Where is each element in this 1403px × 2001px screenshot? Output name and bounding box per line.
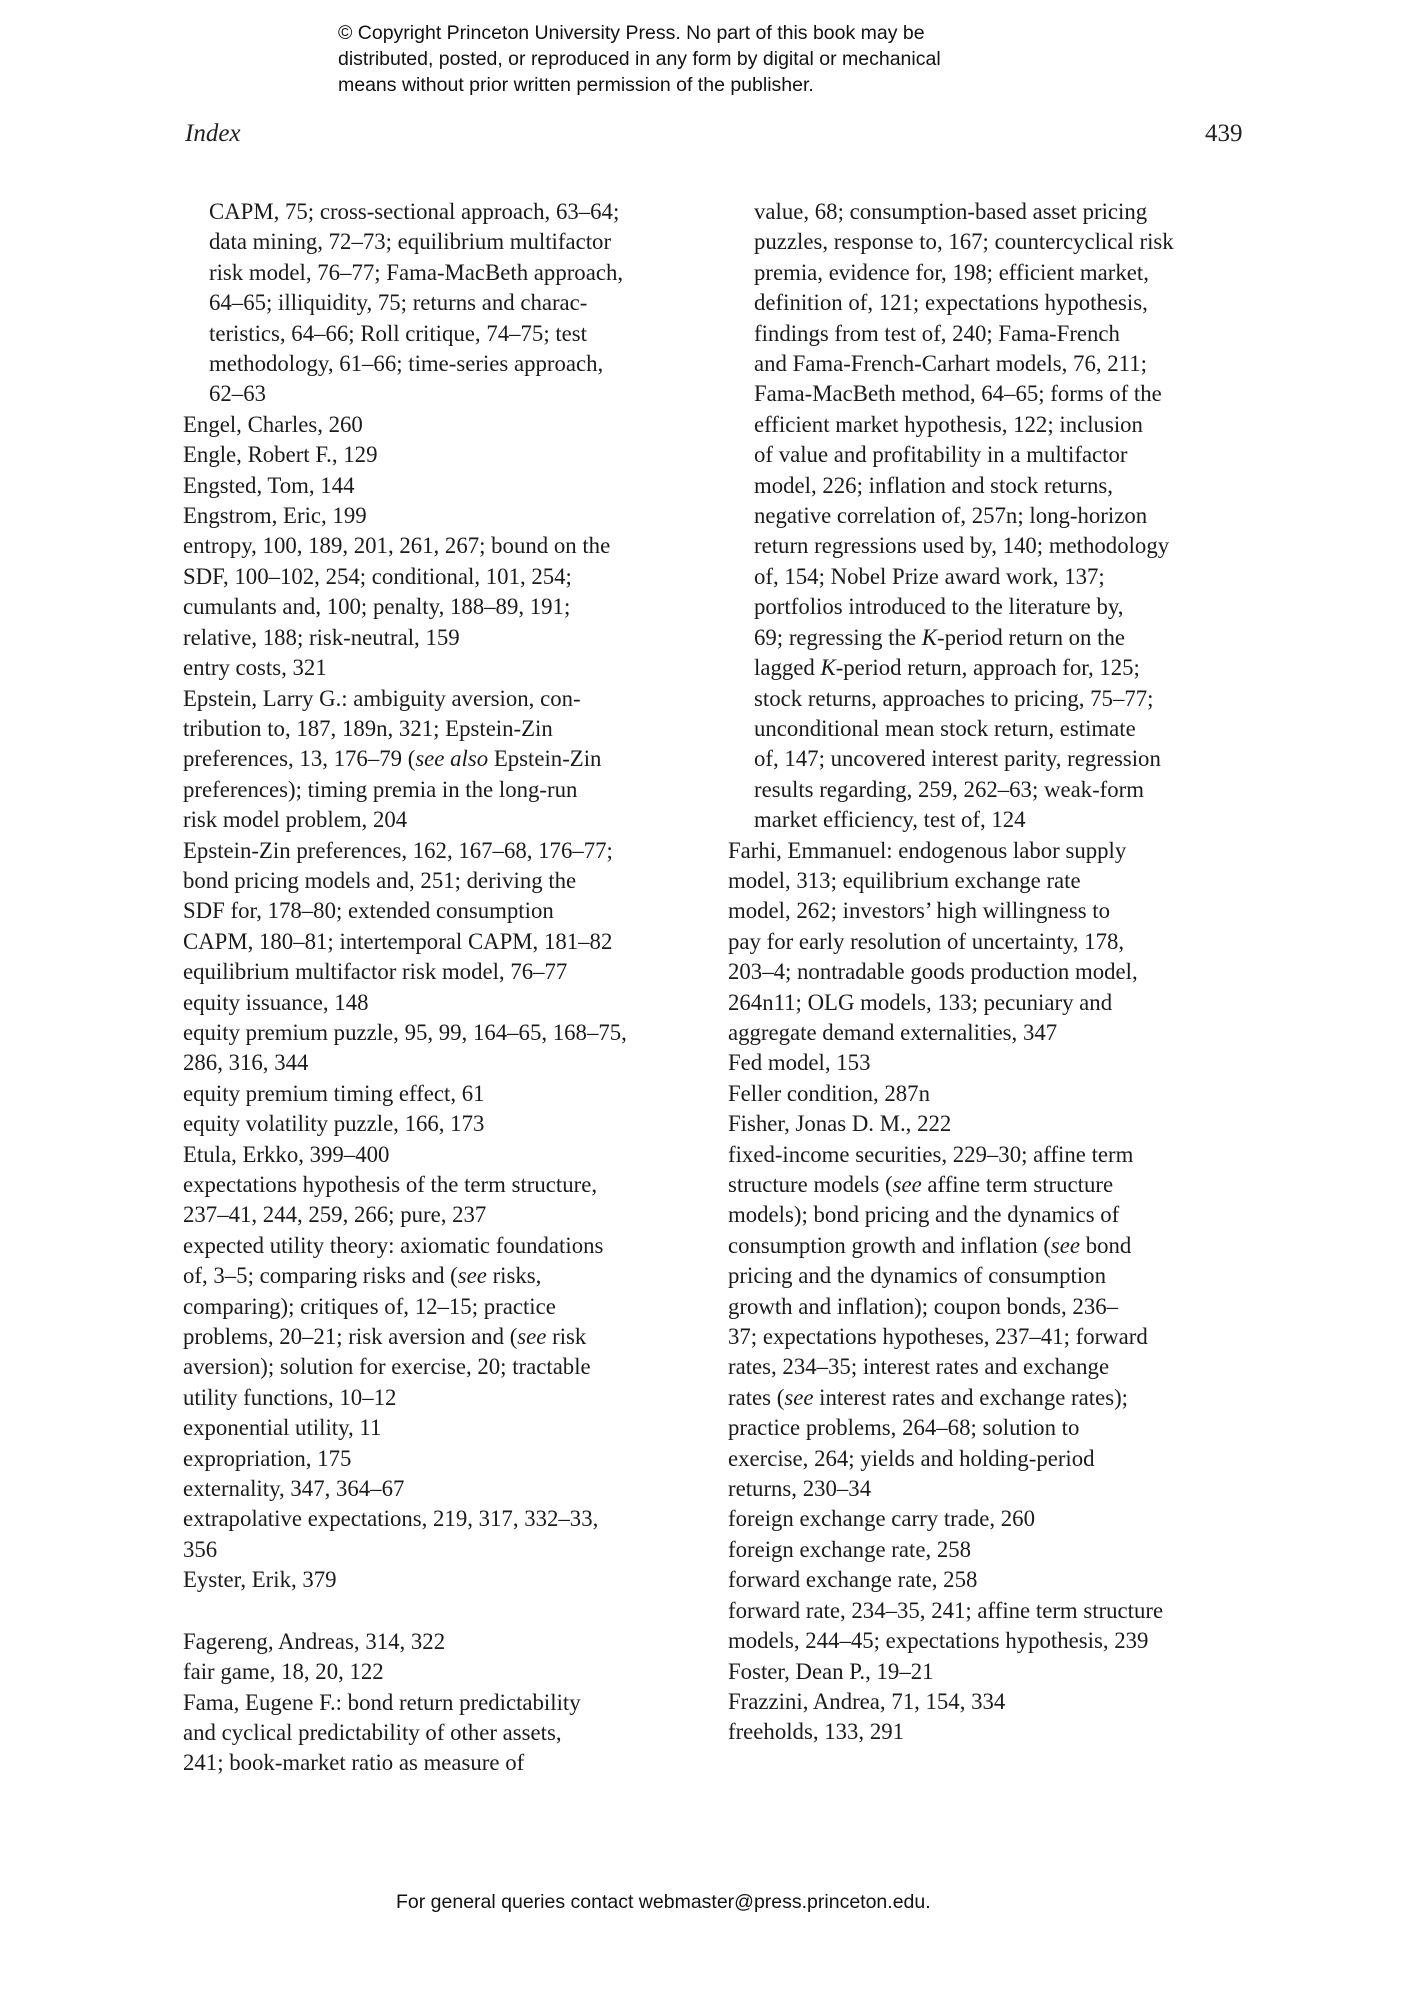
index-entry	[183, 471, 703, 501]
index-line: expected utility theory: axiomatic foundations	[183, 1232, 604, 1258]
index-line: cumulants and, 100; penalty, 188–89, 191;	[183, 594, 571, 620]
index-entry	[183, 410, 703, 440]
index-entry	[728, 1596, 1253, 1657]
index-line: unconditional mean stock return, estimate	[754, 715, 1136, 741]
index-line: value, 68; consumption-based asset pricing	[754, 199, 1148, 224]
index-line: teristics, 64–66; Roll critique, 74–75; test	[209, 320, 588, 346]
index-entries	[183, 1627, 703, 1779]
index-line: returns, 230–34	[728, 1476, 872, 1502]
index-entries	[728, 836, 1253, 1748]
index-line: entry costs, 321	[183, 655, 327, 681]
index-line: expropriation, 175	[183, 1445, 352, 1471]
index-entry	[183, 684, 703, 836]
index-line: comparing); critiques of, 12–15; practice	[183, 1293, 556, 1319]
index-entry	[183, 1474, 703, 1504]
index-line: 237–41, 244, 259, 266; pure, 237	[183, 1202, 487, 1228]
copyright-line: © Copyright Princeton University Press. No part of this book may be	[338, 22, 925, 44]
index-line: CAPM, 75; cross-sectional approach, 63–64;	[209, 199, 620, 224]
index-line: 286, 316, 344	[183, 1050, 309, 1076]
index-line: Fisher, Jonas D. M., 222	[728, 1111, 952, 1137]
index-line: freeholds, 133, 291	[728, 1719, 905, 1745]
index-line: tribution to, 187, 189n, 321; Epstein-Zin	[183, 715, 553, 741]
index-line: 203–4; nontradable goods production model,	[728, 959, 1138, 985]
index-line: Etula, Erkko, 399–400	[183, 1141, 390, 1167]
index-line: efficient market hypothesis, 122; inclusion	[754, 411, 1143, 437]
index-line: Fagereng, Andreas, 314, 322	[183, 1628, 446, 1654]
index-entry	[183, 1688, 703, 1779]
index-entry	[728, 1565, 1253, 1595]
index-line: models); bond pricing and the dynamics of	[728, 1202, 1120, 1228]
index-line: equilibrium multifactor risk model, 76–77	[183, 959, 568, 985]
index-line: definition of, 121; expectations hypothesis,	[754, 290, 1148, 316]
index-line: Foster, Dean P., 19–21	[728, 1658, 934, 1684]
index-line: Engstrom, Eric, 199	[183, 503, 367, 529]
index-line: growth and inflation); coupon bonds, 236–	[728, 1293, 1119, 1319]
index-line: equity volatility puzzle, 166, 173	[183, 1111, 485, 1137]
index-entry	[183, 1170, 703, 1231]
index-line: Farhi, Emmanuel: endogenous labor supply	[728, 837, 1127, 863]
page-number: 439	[1205, 120, 1243, 147]
index-line: foreign exchange carry trade, 260	[728, 1506, 1035, 1532]
index-line: stock returns, approaches to pricing, 75–77;	[754, 685, 1154, 711]
index-entry	[183, 957, 703, 987]
letter-gap	[183, 1596, 703, 1627]
index-line: model, 226; inflation and stock returns,	[754, 472, 1113, 498]
index-entry	[183, 501, 703, 531]
index-line: Fama-MacBeth method, 64–65; forms of the	[754, 381, 1162, 407]
index-line: premia, evidence for, 198; efficient market,	[754, 259, 1149, 285]
index-entry	[728, 1657, 1253, 1687]
index-line: relative, 188; risk-neutral, 159	[183, 624, 460, 650]
index-entry	[728, 1079, 1253, 1109]
index-line: Epstein-Zin preferences, 162, 167–68, 176–77;	[183, 837, 613, 863]
index-line: risk model, 76–77; Fama-MacBeth approach,	[209, 259, 624, 285]
index-line: utility functions, 10–12	[183, 1384, 397, 1410]
index-line: of, 154; Nobel Prize award work, 137;	[754, 563, 1105, 589]
index-entry	[728, 1504, 1253, 1534]
index-line: 62–63	[209, 381, 266, 407]
index-entry	[183, 1504, 703, 1565]
index-line: structure models (see affine term structure	[728, 1172, 1114, 1197]
index-line: Feller condition, 287n	[728, 1080, 930, 1106]
index-line: Engle, Robert F., 129	[183, 442, 378, 468]
index-line: lagged K-period return, approach for, 125;	[754, 655, 1140, 681]
index-entry	[728, 1717, 1253, 1747]
index-line: equity premium puzzle, 95, 99, 164–65, 168–75,	[183, 1019, 627, 1045]
index-line: SDF for, 178–80; extended consumption	[183, 898, 554, 924]
copyright-line: distributed, posted, or reproduced in any form by digital or mechanical	[338, 48, 941, 70]
index-entry	[183, 1018, 703, 1079]
continued-entry	[183, 197, 703, 410]
index-line: Fed model, 153	[728, 1050, 871, 1076]
index-entry	[183, 988, 703, 1018]
index-line: risk model problem, 204	[183, 807, 408, 833]
index-line: negative correlation of, 257n; long-horizon	[754, 503, 1148, 529]
index-entries	[183, 410, 703, 1596]
index-line: rates, 234–35; interest rates and exchange	[728, 1354, 1110, 1380]
index-line: equity issuance, 148	[183, 989, 369, 1015]
index-line: Frazzini, Andrea, 71, 154, 334	[728, 1688, 1006, 1714]
index-entry	[183, 1627, 703, 1657]
index-entry	[728, 836, 1253, 1049]
index-line: exponential utility, 11	[183, 1415, 382, 1441]
index-column-right	[728, 197, 1253, 1748]
index-line: aversion); solution for exercise, 20; tractable	[183, 1354, 591, 1380]
index-line: pricing and the dynamics of consumption	[728, 1263, 1106, 1289]
index-entry	[183, 653, 703, 683]
index-line: extrapolative expectations, 219, 317, 332–33,	[183, 1506, 599, 1532]
index-line: forward rate, 234–35, 241; affine term structure	[728, 1597, 1164, 1623]
index-entry	[728, 1687, 1253, 1717]
copyright-notice	[338, 20, 1098, 98]
index-line: 241; book-market ratio as measure of	[183, 1750, 525, 1776]
index-line: entropy, 100, 189, 201, 261, 267; bound on the	[183, 533, 611, 559]
index-line: model, 262; investors’ high willingness to	[728, 898, 1111, 924]
index-line: equity premium timing effect, 61	[183, 1080, 485, 1106]
index-entry	[728, 1048, 1253, 1078]
continued-entry	[728, 197, 1253, 836]
index-line: 37; expectations hypotheses, 237–41; forward	[728, 1324, 1148, 1350]
index-line: aggregate demand externalities, 347	[728, 1019, 1058, 1045]
index-line: 64–65; illiquidity, 75; returns and charac-	[209, 290, 588, 316]
index-line: CAPM, 180–81; intertemporal CAPM, 181–82	[183, 928, 613, 954]
index-line: rates (see interest rates and exchange rates);	[728, 1384, 1129, 1410]
index-line: externality, 347, 364–67	[183, 1476, 405, 1502]
index-entry	[183, 531, 703, 653]
footer-contact: For general queries contact webmaster@press.princeton.edu.	[396, 1891, 931, 1913]
index-line: 356	[183, 1536, 218, 1562]
index-line: forward exchange rate, 258	[728, 1567, 978, 1593]
index-line: of, 3–5; comparing risks and (see risks,	[183, 1263, 542, 1289]
index-line: puzzles, response to, 167; countercyclical risk	[754, 229, 1174, 255]
index-entry	[183, 1413, 703, 1443]
index-entry	[728, 1535, 1253, 1565]
index-line: Epstein, Larry G.: ambiguity aversion, con-	[183, 685, 581, 711]
index-line: problems, 20–21; risk aversion and (see risk	[183, 1324, 587, 1350]
index-line: fair game, 18, 20, 122	[183, 1659, 384, 1685]
index-line: bond pricing models and, 251; deriving the	[183, 867, 577, 893]
index-line: 264n11; OLG models, 133; pecuniary and	[728, 989, 1113, 1015]
index-line: and cyclical predictability of other assets,	[183, 1719, 562, 1745]
index-line: consumption growth and inflation (see bond	[728, 1232, 1132, 1258]
index-line: market efficiency, test of, 124	[754, 807, 1026, 833]
index-entry	[183, 1231, 703, 1413]
index-line: and Fama-French-Carhart models, 76, 211;	[754, 351, 1147, 377]
index-entry	[183, 1657, 703, 1687]
index-entry	[728, 1109, 1253, 1139]
index-entry	[183, 1140, 703, 1170]
index-line: methodology, 61–66; time-series approach,	[209, 351, 604, 377]
index-entry	[183, 1109, 703, 1139]
index-line: expectations hypothesis of the term structure,	[183, 1172, 598, 1197]
index-line: Eyster, Erik, 379	[183, 1567, 337, 1593]
index-line: models, 244–45; expectations hypothesis, 239	[728, 1628, 1149, 1654]
index-line: return regressions used by, 140; methodology	[754, 533, 1170, 559]
index-line: findings from test of, 240; Fama-French	[754, 320, 1120, 346]
index-entry	[183, 440, 703, 470]
index-line: foreign exchange rate, 258	[728, 1536, 972, 1562]
index-line: data mining, 72–73; equilibrium multifactor	[209, 229, 612, 255]
index-line: preferences); timing premia in the long-run	[183, 776, 578, 802]
index-line: exercise, 264; yields and holding-period	[728, 1445, 1095, 1471]
index-line: SDF, 100–102, 254; conditional, 101, 254;	[183, 563, 572, 589]
index-line: fixed-income securities, 229–30; affine term	[728, 1141, 1134, 1167]
index-line: of value and profitability in a multifactor	[754, 442, 1128, 468]
index-line: practice problems, 264–68; solution to	[728, 1415, 1080, 1441]
running-head: Index	[185, 120, 241, 147]
index-line: 69; regressing the K-period return on the	[754, 624, 1126, 650]
index-line: Fama, Eugene F.: bond return predictability	[183, 1689, 581, 1715]
index-line: portfolios introduced to the literature by,	[754, 594, 1124, 620]
index-line: of, 147; uncovered interest parity, regression	[754, 746, 1161, 772]
index-entry	[728, 1140, 1253, 1505]
index-line: pay for early resolution of uncertainty, 178,	[728, 928, 1125, 954]
index-entry	[183, 1565, 703, 1595]
index-entry	[183, 1079, 703, 1109]
index-entry	[183, 836, 703, 958]
index-line: Engel, Charles, 260	[183, 411, 363, 437]
index-entry	[183, 1444, 703, 1474]
index-line: model, 313; equilibrium exchange rate	[728, 867, 1081, 893]
index-line: results regarding, 259, 262–63; weak-form	[754, 776, 1144, 802]
copyright-line: means without prior written permission of the publisher.	[338, 74, 814, 96]
index-line: preferences, 13, 176–79 (see also Epstein-Zin	[183, 746, 602, 772]
index-column-left	[183, 197, 703, 1779]
index-line: Engsted, Tom, 144	[183, 472, 355, 498]
